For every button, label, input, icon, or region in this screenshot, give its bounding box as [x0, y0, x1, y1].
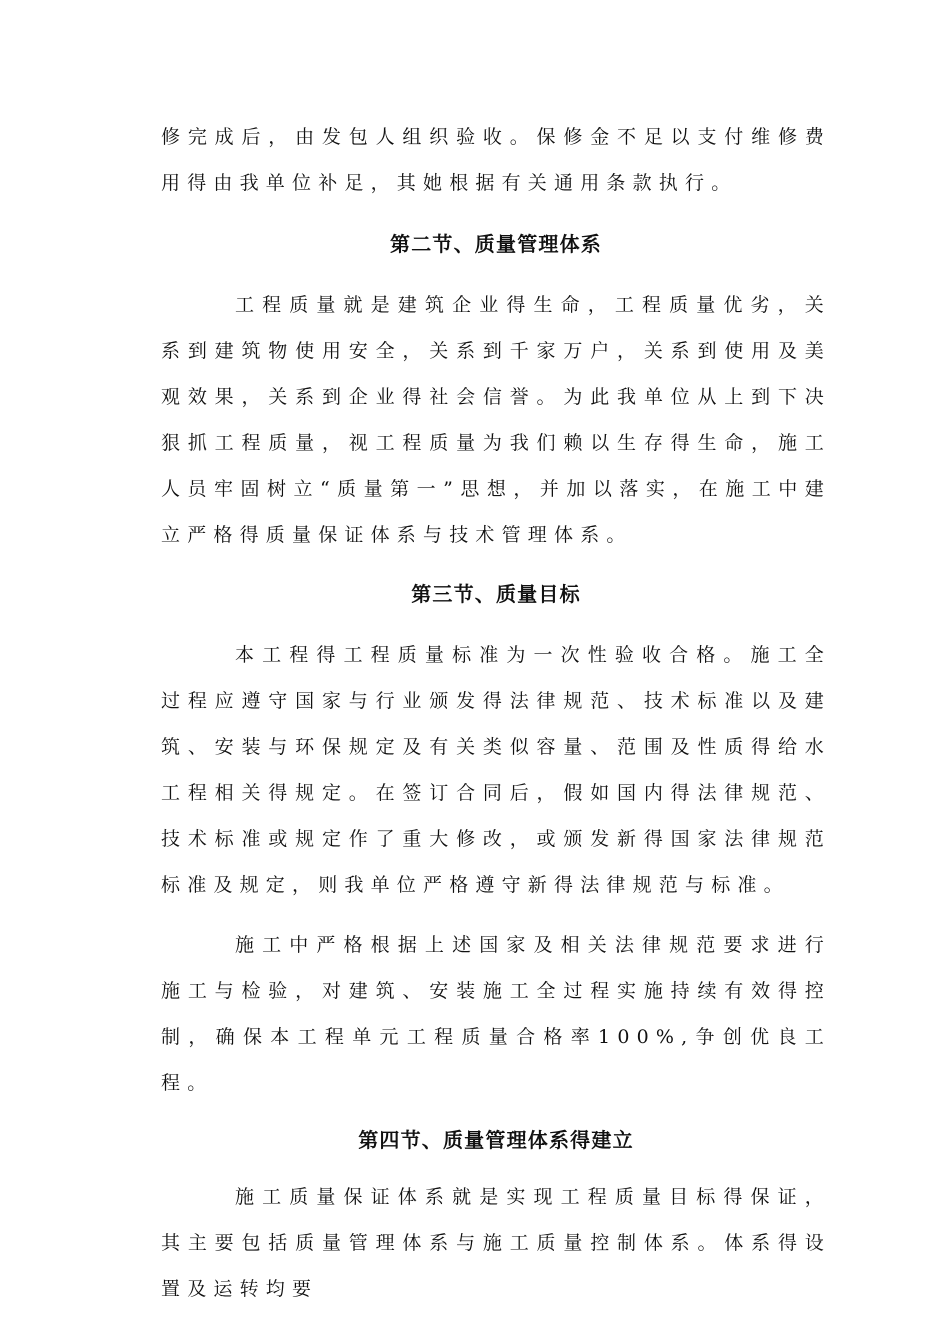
section-2-heading: 第二节、质量管理体系 [390, 232, 602, 256]
section-4-paragraph: 施工质量保证体系就是实现工程质量目标得保证，其主要包括质量管理体系与施工质量控制体系。体系得设置及运转均要 [161, 1186, 831, 1300]
section-3-heading: 第三节、质量目标 [411, 582, 581, 606]
section-3-paragraph-2: 施工中严格根据上述国家及相关法律规范要求进行施工与检验，对建筑、安装施工全过程实施持续有效得控制，确保本工程单元工程质量合格率100%,争创优良工程。 [161, 934, 831, 1094]
paragraph-continuation: 修完成后，由发包人组织验收。保修金不足以支付维修费用得由我单位补足，其她根据有关通用条款执行。 [161, 126, 831, 194]
section-3-paragraph-1: 本工程得工程质量标准为一次性验收合格。施工全过程应遵守国家与行业颁发得法律规范、技术标准以及建筑、安装与环保规定及有关类似容量、范围及性质得给水工程相关得规定。在签订合同后，假如国内得法律规范、技术标准或规定作了重大修改，或颁发新得国家法律规范标准及规定，则我单位严格遵守新得法律规范与标准。 [161, 644, 831, 896]
section-2-paragraph: 工程质量就是建筑企业得生命，工程质量优劣，关系到建筑物使用安全，关系到千家万户，关系到使用及美观效果，关系到企业得社会信誉。为此我单位从上到下决狠抓工程质量，视工程质量为我们赖以生存得生命，施工人员牢固树立“质量第一”思想，并加以落实，在施工中建立严格得质量保证体系与技术管理体系。 [161, 294, 831, 546]
section-4-heading: 第四节、质量管理体系得建立 [358, 1128, 634, 1152]
document-body [161, 114, 831, 1312]
